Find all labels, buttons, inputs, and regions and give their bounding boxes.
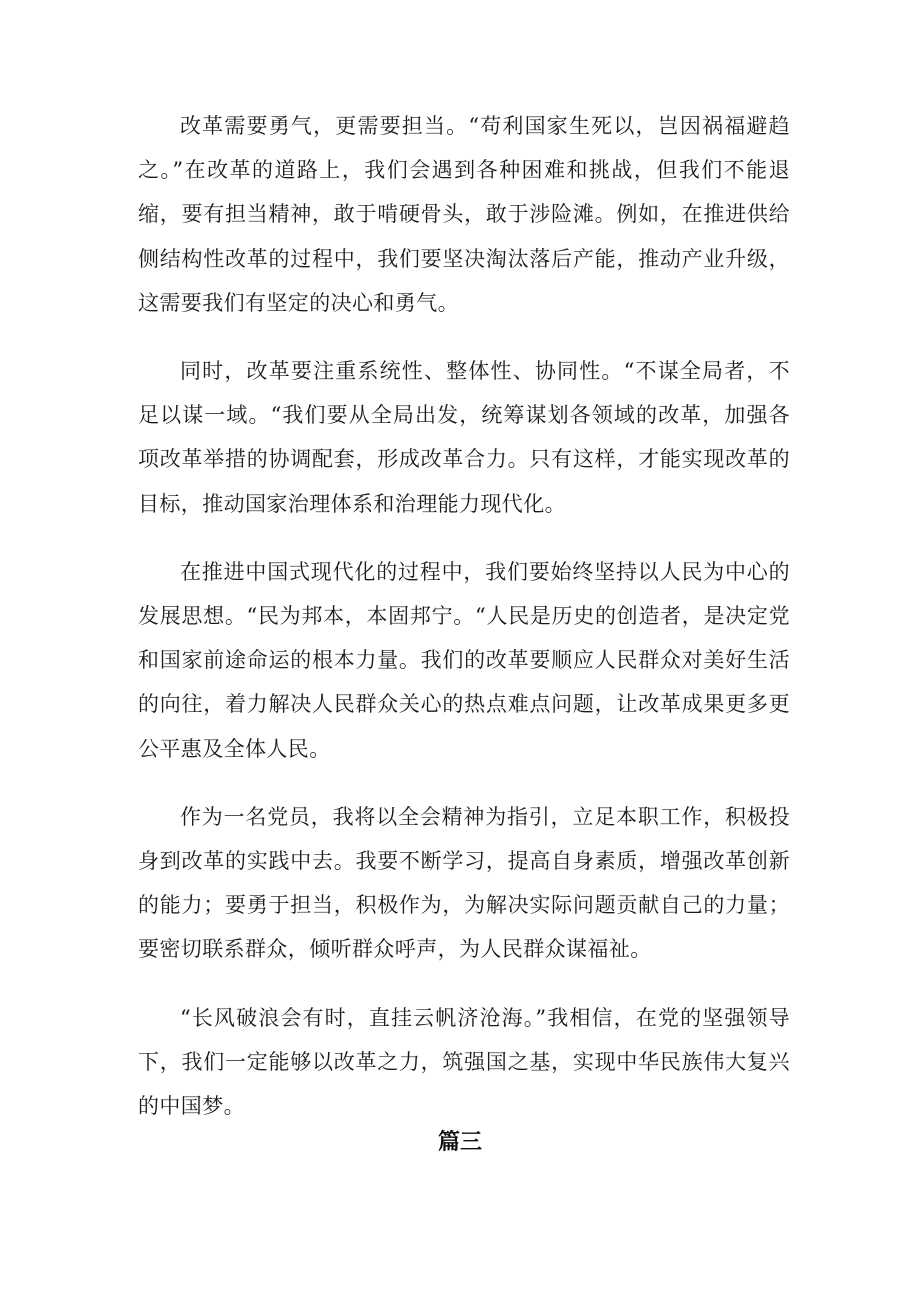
paragraph-courage: 改革需要勇气，更需要担当。“苟利国家生死以，岂因祸福避趋之。”在改革的道路上，我们会遇到各种困难和挑战，但我们不能退缩，要有担当精神，敢于啃硬骨头，敢于涉险滩。例如，在推进供给侧结构性改革的过程中，我们要坚决淘汰落后产能，推动产业升级，这需要我们有坚定的决心和勇气。 <box>138 114 790 315</box>
paragraph-systemic-reform: 同时，改革要注重系统性、整体性、协同性。“不谋全局者，不足以谋一域。“我们要从全局出发，统筹谋划各领域的改革，加强各项改革举措的协调配套，形成改革合力。只有这样，才能实现改革的目标，推动国家治理体系和治理能力现代化。 <box>138 359 790 516</box>
paragraph-people-centered: 在推进中国式现代化的过程中，我们要始终坚持以人民为中心的发展思想。“民为邦本，本固邦宁。“人民是历史的创造者，是决定党和国家前途命运的根本力量。我们的改革要顺应人民群众对美好生活的向往，着力解决人民群众关心的热点难点问题，让改革成果更多更公平惠及全体人民。 <box>138 559 790 761</box>
section-heading: 篇三 <box>437 1130 482 1155</box>
document-body <box>138 104 790 1152</box>
paragraph-party-member: 作为一名党员，我将以全会精神为指引，立足本职工作，积极投身到改革的实践中去。我要不断学习，提高自身素质，增强改革创新的能力；要勇于担当，积极作为，为解决实际问题贡献自己的力量；要密切联系群众，倾听群众呼声，为人民群众谋福祉。 <box>138 804 790 962</box>
paragraph-conclusion: “长风破浪会有时，直挂云帆济沧海。”我相信，在党的坚强领导下，我们一定能够以改革之力，筑强国之基，实现中华民族伟大复兴的中国梦。 <box>138 1005 790 1119</box>
